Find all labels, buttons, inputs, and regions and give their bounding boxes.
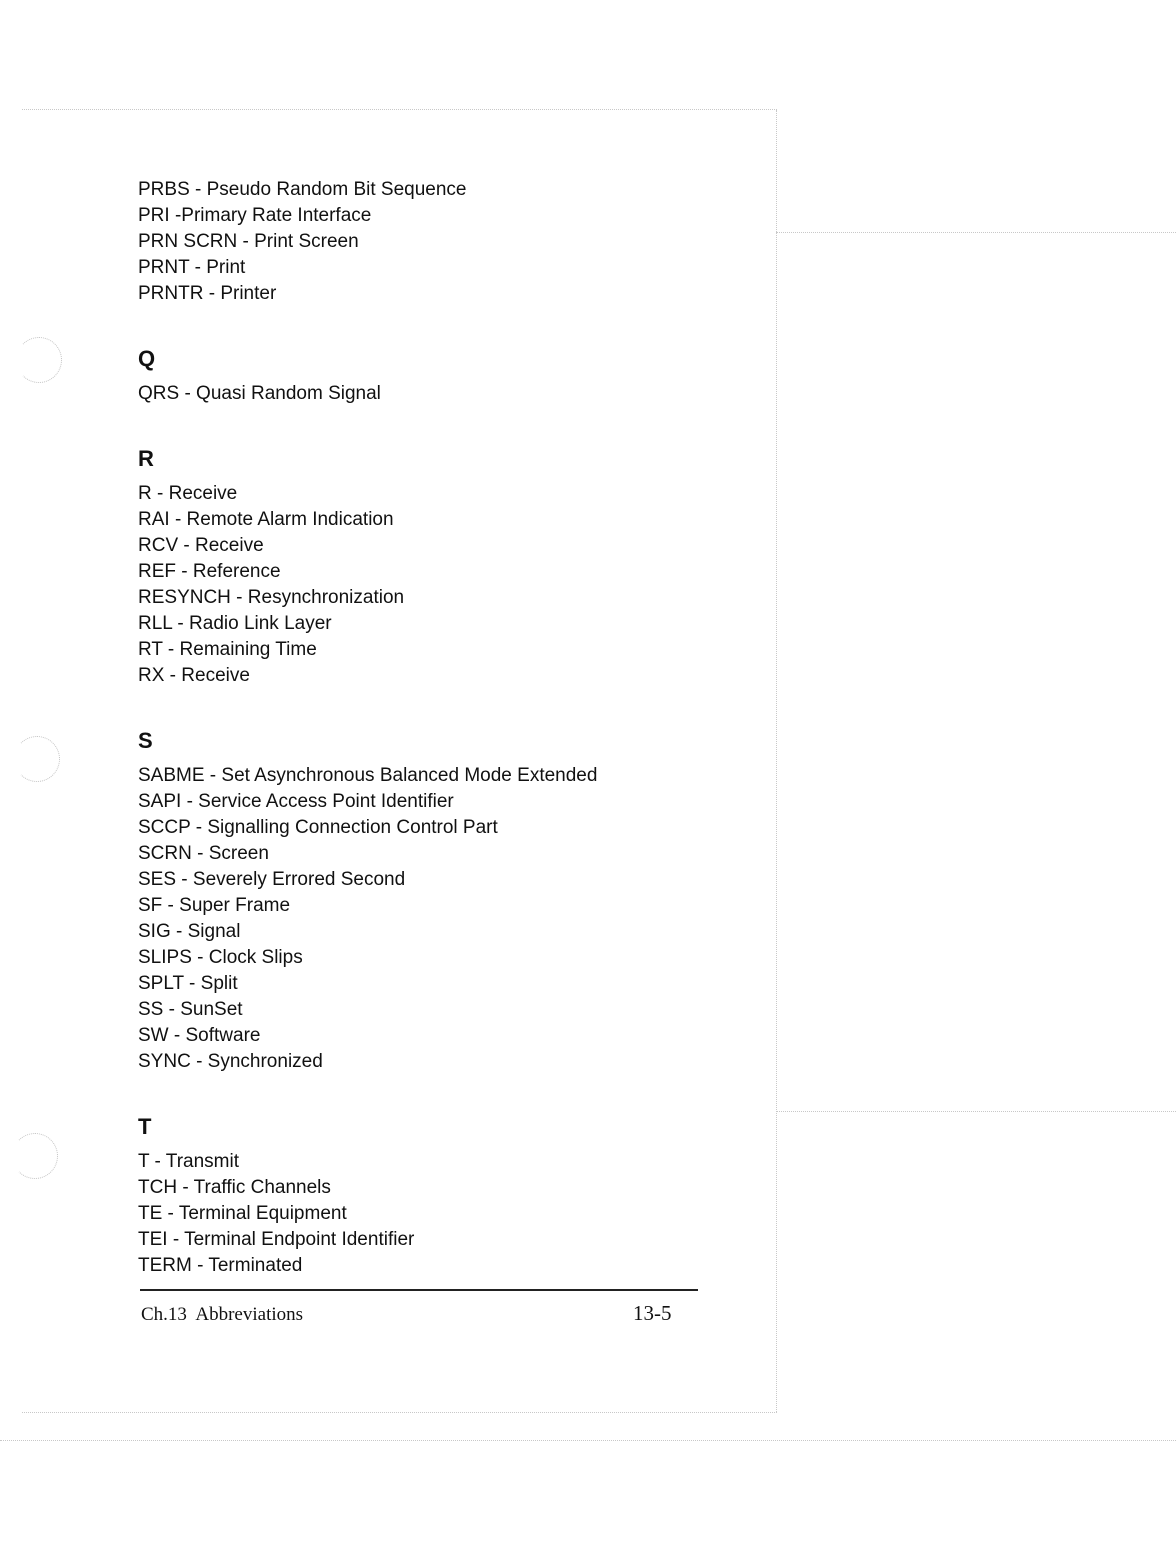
- entry: RX - Receive: [138, 665, 250, 686]
- entry: RCV - Receive: [138, 535, 264, 556]
- scan-border-mid-top: [776, 232, 1176, 233]
- section-p: [138, 177, 738, 307]
- section-letter: Q: [138, 346, 156, 371]
- entry: SAPI - Service Access Point Identifier: [138, 791, 454, 812]
- entry: TCH - Traffic Channels: [138, 1177, 331, 1198]
- entry: SABME - Set Asynchronous Balanced Mode Extended: [138, 765, 598, 786]
- entry: SLIPS - Clock Slips: [138, 947, 303, 968]
- entry: REF - Reference: [138, 561, 281, 582]
- entry: SCCP - Signalling Connection Control Part: [138, 817, 498, 838]
- punch-hole-middle: [14, 736, 60, 782]
- entry: SW - Software: [138, 1025, 261, 1046]
- abbreviation-list: [138, 177, 738, 1317]
- entry: QRS - Quasi Random Signal: [138, 383, 381, 404]
- entry: SF - Super Frame: [138, 895, 291, 916]
- punch-hole-top: [16, 337, 62, 383]
- scan-border-base: [0, 1440, 1176, 1441]
- entry: TERM - Terminated: [138, 1255, 303, 1276]
- entry: RLL - Radio Link Layer: [138, 613, 332, 634]
- section-letter: S: [138, 728, 153, 753]
- footer-chapter: Ch.13 Abbreviations: [141, 1304, 304, 1325]
- entry: RT - Remaining Time: [138, 639, 317, 660]
- entry: PRBS - Pseudo Random Bit Sequence: [138, 179, 467, 200]
- scan-border-right: [776, 110, 777, 1412]
- scan-border-mid-bottom: [776, 1111, 1176, 1112]
- punch-hole-bottom: [12, 1133, 58, 1179]
- entry: SS - SunSet: [138, 999, 243, 1020]
- entry: PRNT - Print: [138, 257, 246, 278]
- section-r: [138, 445, 738, 689]
- entry: TEI - Terminal Endpoint Identifier: [138, 1229, 415, 1250]
- entry: R - Receive: [138, 483, 238, 504]
- entry: SIG - Signal: [138, 921, 241, 942]
- entry: SPLT - Split: [138, 973, 238, 994]
- entry: PRI -Primary Rate Interface: [138, 205, 372, 226]
- section-letter: R: [138, 446, 154, 471]
- footer-page-number: 13-5: [633, 1301, 672, 1325]
- entry: RESYNCH - Resynchronization: [138, 587, 405, 608]
- entry: T - Transmit: [138, 1151, 239, 1172]
- entry: RAI - Remote Alarm Indication: [138, 509, 394, 530]
- entry: TE - Terminal Equipment: [138, 1203, 347, 1224]
- entry: PRN SCRN - Print Screen: [138, 231, 359, 252]
- entry: PRNTR - Printer: [138, 283, 277, 304]
- footer-rule: [140, 1289, 698, 1291]
- section-q: [138, 345, 738, 407]
- entry: SES - Severely Errored Second: [138, 869, 406, 890]
- scan-border-top: [22, 109, 777, 110]
- section-letter: T: [138, 1114, 152, 1139]
- entry: SYNC - Synchronized: [138, 1051, 323, 1072]
- entry: SCRN - Screen: [138, 843, 269, 864]
- section-t: [138, 1113, 738, 1279]
- section-s: [138, 727, 738, 1075]
- scan-border-bottom: [22, 1412, 777, 1413]
